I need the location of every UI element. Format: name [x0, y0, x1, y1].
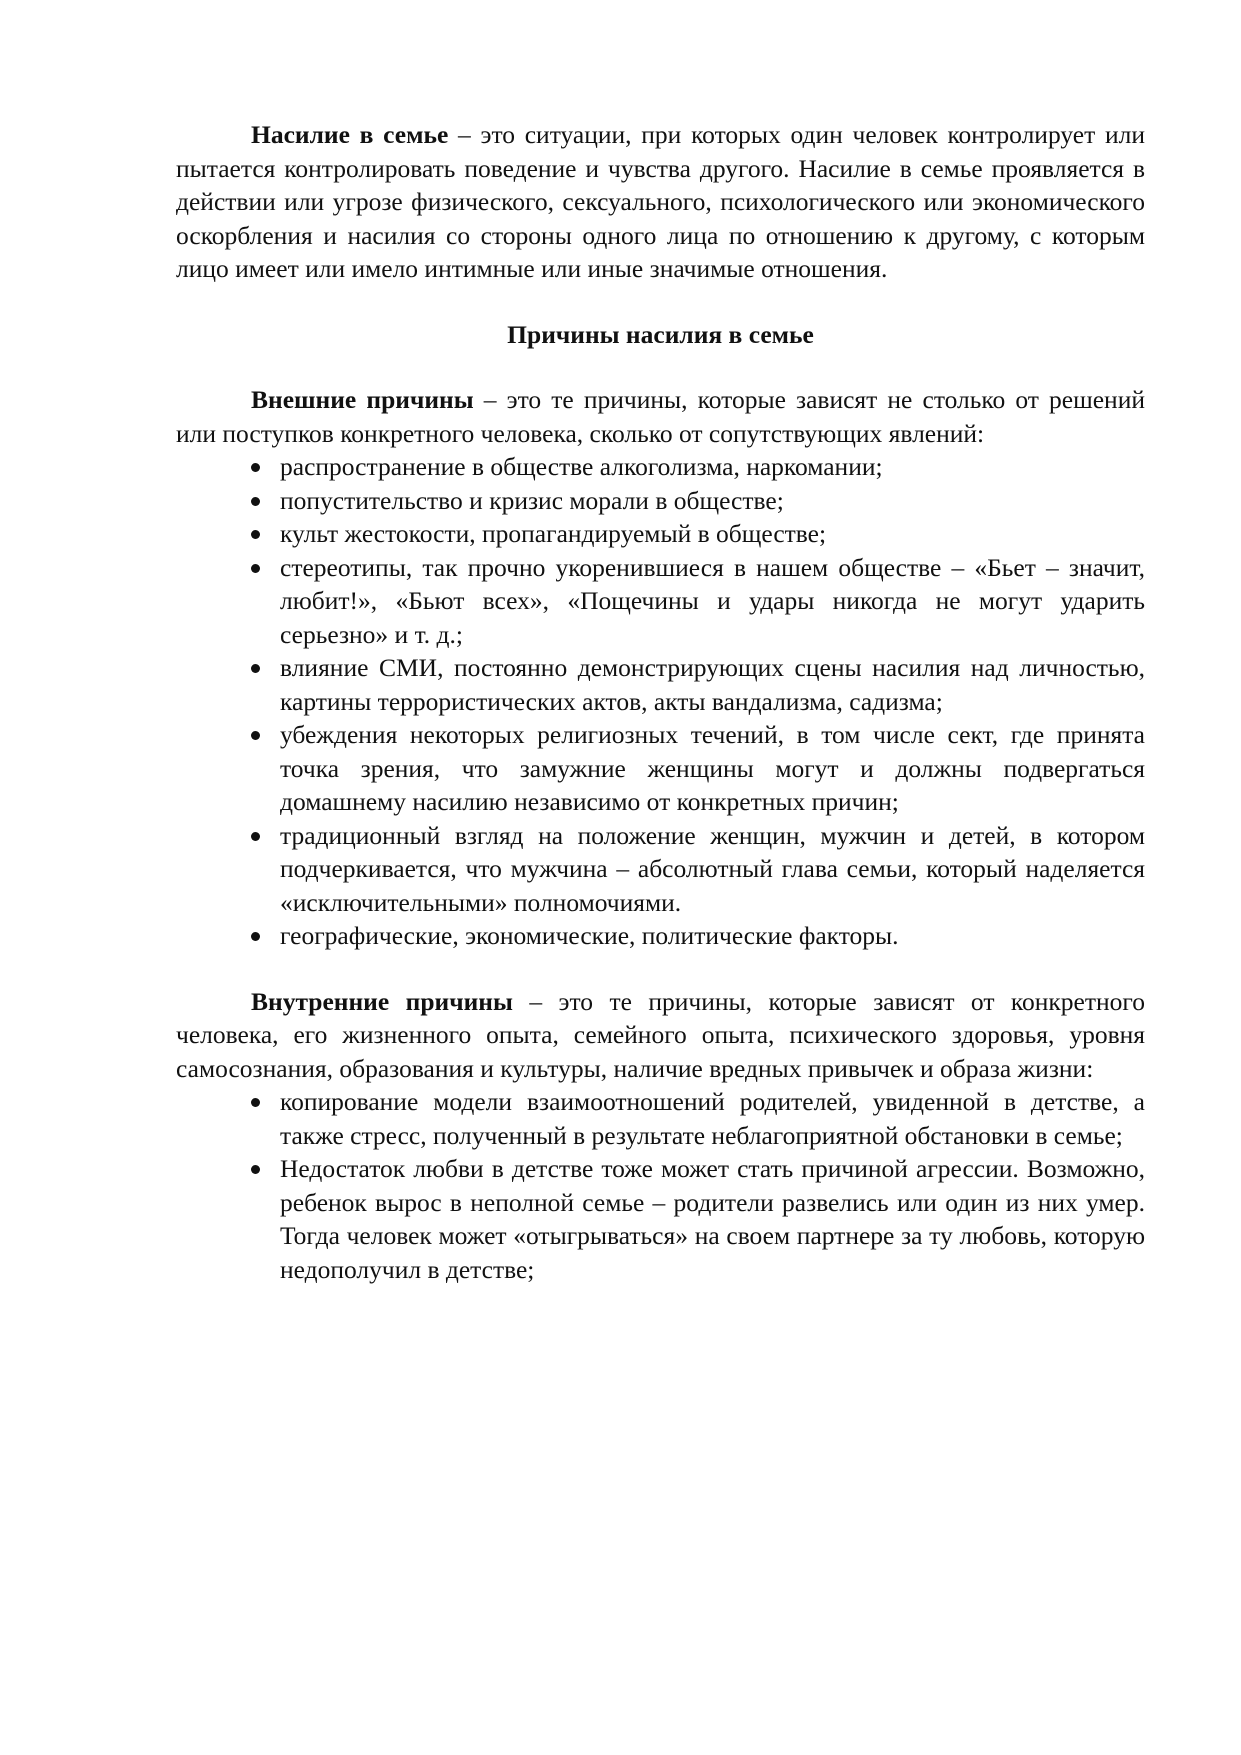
bullet-icon	[251, 832, 260, 841]
intro-term: Насилие в семье	[251, 120, 449, 149]
intro-text: – это ситуации, при которых один человек контролирует или пытается контролировать поведение и чувства другого. Насилие в семье проявляется в действии или угрозе физического, сексуального, психологического или экономического оскорбления и насилия со стороны одного лица по отношению к другому, с которым лицо имеет или имело интимные или иные значимые отношения.	[176, 120, 1145, 283]
bullet-icon	[251, 731, 260, 740]
list-item: географические, экономические, политические факторы.	[280, 919, 1145, 953]
intro-paragraph	[176, 118, 1145, 286]
list-item: убеждения некоторых религиозных течений, в том числе сект, где принята точка зрения, что замужние женщины могут и должны подвергаться домашнему насилию независимо от конкретных причин;	[280, 718, 1145, 819]
bullet-icon	[251, 932, 260, 941]
bullet-icon	[251, 564, 260, 573]
list-item: распространение в обществе алкоголизма, наркомании;	[280, 450, 1145, 484]
document-page	[176, 118, 1145, 1286]
internal-causes-list	[176, 1085, 1145, 1286]
bullet-icon	[251, 1098, 260, 1107]
list-item: традиционный взгляд на положение женщин, мужчин и детей, в котором подчеркивается, что мужчина – абсолютный глава семьи, который наделяется «исключительными» полномочиями.	[280, 819, 1145, 920]
list-item: Недостаток любви в детстве тоже может стать причиной агрессии. Возможно, ребенок вырос в неполной семье – родители развелись или один из них умер. Тогда человек может «отыгрываться» на своем партнере за ту любовь, которую недополучил в детстве;	[280, 1152, 1145, 1286]
list-item: копирование модели взаимоотношений родителей, увиденной в детстве, а также стресс, полученный в результате неблагоприятной обстановки в семье;	[280, 1085, 1145, 1152]
external-causes-list	[176, 450, 1145, 953]
bullet-icon	[251, 463, 260, 472]
list-item: попустительство и кризис морали в обществе;	[280, 484, 1145, 518]
spacer	[176, 953, 1145, 985]
external-causes-term: Внешние причины	[251, 385, 474, 414]
section-heading: Причины насилия в семье	[507, 319, 814, 349]
external-causes-text: – это те причины, которые зависят не столько от решений или поступков конкретного человека, сколько от сопутствующих явлений:	[176, 385, 1145, 448]
list-item: влияние СМИ, постоянно демонстрирующих сцены насилия над личностью, картины террористических актов, акты вандализма, садизма;	[280, 651, 1145, 718]
external-causes-paragraph	[176, 383, 1145, 450]
bullet-icon	[251, 664, 260, 673]
bullet-icon	[251, 1165, 260, 1174]
list-item: культ жестокости, пропагандируемый в обществе;	[280, 517, 1145, 551]
internal-causes-paragraph	[176, 985, 1145, 1086]
bullet-icon	[251, 530, 260, 539]
bullet-icon	[251, 497, 260, 506]
internal-causes-text: – это те причины, которые зависят от конкретного человека, его жизненного опыта, семейного опыта, психического здоровья, уровня самосознания, образования и культуры, наличие вредных привычек и образа жизни:	[176, 986, 1145, 1083]
internal-causes-term: Внутренние причины	[251, 986, 513, 1016]
list-item: стереотипы, так прочно укоренившиеся в нашем обществе – «Бьет – значит, любит!», «Бьют всех», «Пощечины и удары никогда не могут ударить серьезно» и т. д.;	[280, 551, 1145, 652]
